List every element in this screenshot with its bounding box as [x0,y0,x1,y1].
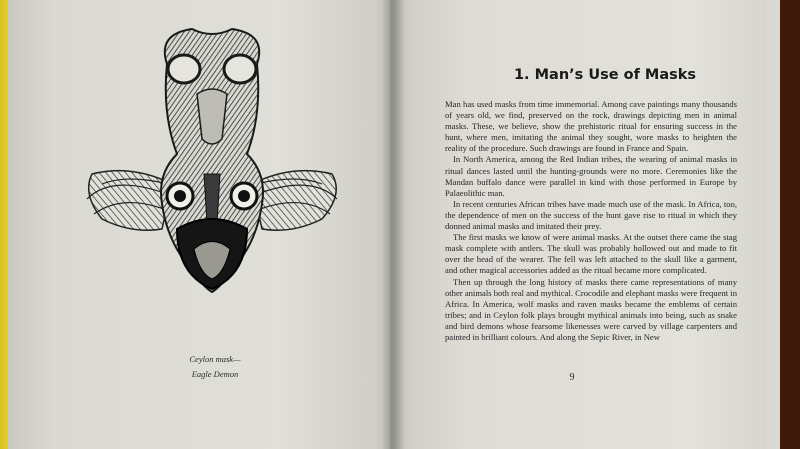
paragraph-5: Then up through the long history of masks there came representations of many other animals both real and mythical. Crocodile and elephant masks were frequent in Africa. In America, wolf masks and raven masks became the emblems of certain tribes; and in Ceylon folk plays brought mythical animals into being, such as snake and bird demons whose fearsome likenesses were carved by village carpenters and painted in brilliant colours. And along the Sepic River, in New [445,276,737,342]
paragraph-4: The first masks we know of were animal masks. At the outset there came the stag mask complete with antlers. The skull was probably hollowed out and made to fit over the head of the wearer. The fell was left attached to the skull like a garment, and other magical accessories added as the ritual became more complicated. [445,232,737,276]
paragraph-3: In recent centuries African tribes have made much use of the mask. In Africa, too, the dependence of men on the success of the hunt gave rise to ritual in which they donned animal masks and imitated their prey. [445,198,737,232]
chapter-title: 1. Man’s Use of Masks [513,67,697,83]
page-number: 9 [569,372,575,383]
paragraph-2: In North America, among the Red Indian tribes, the wearing of animal masks in ritual dances lasted until the hunting-grounds were no more. Ceremonies like the Mandan buffalo dance were parallel in kind with those performed in Europe by Palaeolithic man. [445,154,737,198]
paragraph-1: Man has used masks from time immemorial. Among cave paintings many thousands of years old, we find, preserved on the rock, drawings depicting men in animal masks. These, we believe, show the prehistoric ritual for ensuring success in the hunt, where men, imitating the animal they sought, wore masks to heighten the reality of the procedure. Such drawings are found in France and Spain. [445,99,737,154]
caption-line-1: Ceylon mask— [189,354,241,364]
ceylon-eagle-demon-mask-illustration [72,24,352,304]
caption-line-2: Eagle Demon [191,369,239,379]
chapter-body-text [445,99,737,343]
figure-caption [160,352,270,382]
page-stack-edge [766,0,780,449]
book-gutter-shadow [382,0,404,449]
